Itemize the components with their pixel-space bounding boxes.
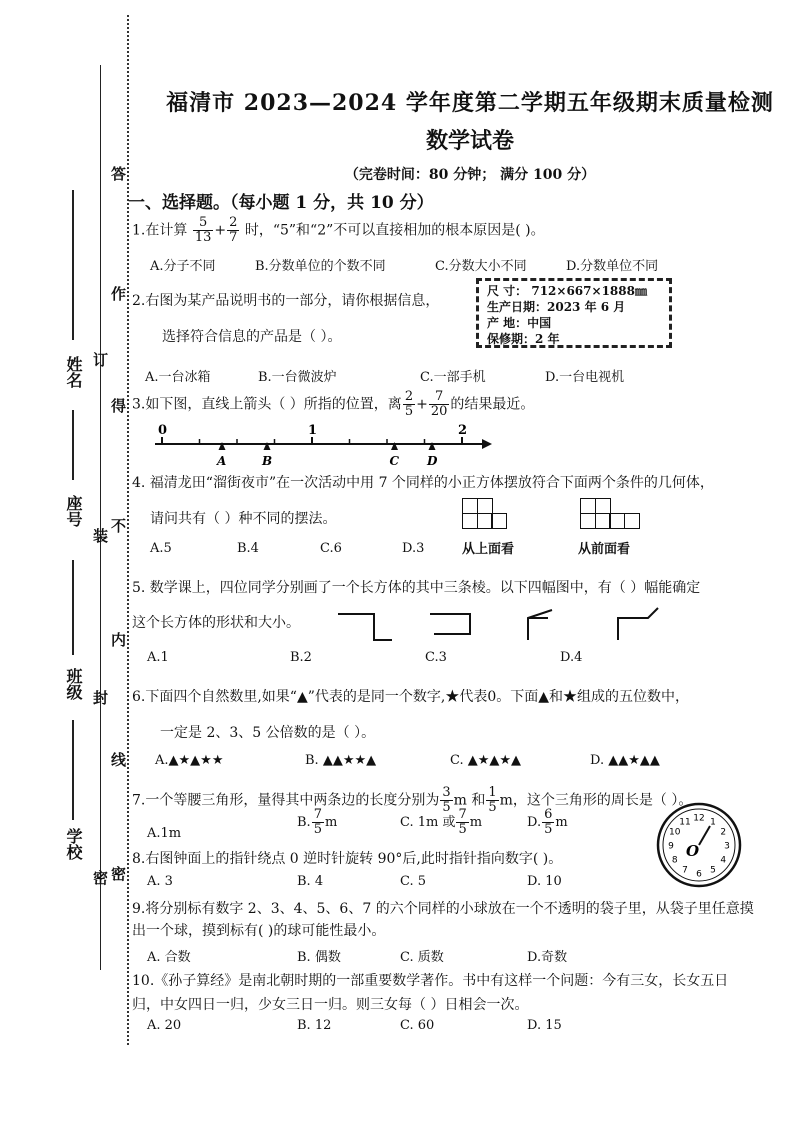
q6-option-d[interactable]: D. ▲▲★▲▲	[590, 753, 660, 768]
q9-line1: 9.将分别标有数字 2、3、4、5、6、7 的六个同样的小球放在一个不透明的袋子里，从袋子里任意摸	[132, 901, 754, 917]
clock-number: 5	[710, 865, 716, 876]
spec-origin: 产 地：中国	[487, 316, 552, 330]
number-line-tick-label: 0	[158, 423, 168, 438]
q8-option-d[interactable]: D. 10	[527, 874, 562, 889]
question-1: 1.在计算 $\frac{5}{13}$ + $\frac{2}{7}$ 时，“5”和“2”不可以直接相加的根本原因是( )。	[132, 215, 545, 245]
edge-figure-4	[618, 608, 658, 640]
q7-option-b[interactable]: B. $\frac{7}{5}$ m	[297, 807, 338, 837]
q2-option-c[interactable]: C.一部手机	[420, 370, 486, 385]
seal-word: 线	[109, 752, 127, 767]
q2-line1: 2.右图为某产品说明书的一部分，请你根据信息，	[132, 293, 440, 309]
number-line-tick-label: 1	[308, 423, 318, 438]
q6-option-c[interactable]: C. ▲★▲★▲	[450, 753, 522, 768]
q4-option-d[interactable]: D.3	[402, 541, 425, 556]
q4-line1: 4. 福清龙田“溜街夜市”在一次活动中用 7 个同样的小正方体摆放符合下面两个条件的几何体，	[132, 475, 714, 491]
q10-option-c[interactable]: C. 60	[400, 1018, 435, 1033]
q10-option-d[interactable]: D. 15	[527, 1018, 562, 1033]
q9-option-b[interactable]: B. 偶数	[297, 950, 341, 965]
q5-line2: 这个长方体的形状和大小。	[132, 615, 300, 631]
q7-option-a[interactable]: A.1m	[147, 826, 182, 841]
q9-line2: 出一个球，摸到标有( )的球可能性最小。	[132, 923, 386, 939]
fraction: $\frac{7}{20}$	[430, 389, 448, 419]
q4-line2: 请问共有（ ）种不同的摆法。	[150, 511, 337, 527]
clock-number: 7	[682, 865, 688, 876]
q8-line1: 8.右图钟面上的指针绕点 0 逆时针旋转 90°后,此时指针指向数字( )。	[132, 851, 563, 867]
q5-option-b[interactable]: B.2	[290, 650, 312, 665]
q8-option-c[interactable]: C. 5	[400, 874, 427, 889]
edge-figure-2	[430, 614, 470, 634]
q1-option-d[interactable]: D.分数单位不同	[566, 259, 659, 274]
q9-option-d[interactable]: D.奇数	[527, 950, 568, 965]
class-fill-line[interactable]	[72, 560, 74, 655]
number-line-point-label: A	[217, 454, 227, 468]
clock-number: 12	[693, 813, 705, 824]
seal-word: 内	[109, 632, 127, 647]
q3-text: 的结果最近。	[450, 396, 535, 413]
number-line-ticks	[158, 423, 467, 444]
number-line-arrowhead	[482, 439, 492, 449]
q4-option-c[interactable]: C.6	[320, 541, 342, 556]
clock-number: 10	[669, 827, 681, 838]
spec-size: 尺 寸： 712×667×1888㎜	[487, 284, 647, 298]
page-subtitle: 数学试卷	[425, 128, 514, 154]
clock-number: 11	[679, 817, 691, 828]
label-class: 班级	[64, 668, 83, 700]
fraction: $\frac{3}{5}$	[442, 785, 451, 815]
fraction: $\frac{2}{5}$	[404, 389, 414, 419]
top-view-caption: 从上面看	[462, 542, 515, 557]
q1-text: 时，“5”和“2”不可以直接相加的根本原因是( )。	[244, 222, 545, 239]
q5-option-c[interactable]: C.3	[425, 650, 447, 665]
seal-word: 装	[91, 528, 109, 543]
q7-option-c[interactable]: C. 1m 或 $\frac{7}{5}$ m	[400, 807, 483, 837]
seal-word: 封	[91, 690, 109, 705]
q10-line2: 归，中女四日一归，少女三日一归。则三女每（ ）日相会一次。	[132, 997, 529, 1013]
question-7: 7.一个等腰三角形，量得其中两条边的长度分别为 $\frac{3}{5}$ m 和 $\frac{1}{5}$ m，这个三角形的周长是（ ）。	[132, 785, 693, 815]
school-fill-line[interactable]	[72, 720, 74, 820]
q1-text: 1.在计算	[132, 222, 188, 239]
q4-option-b[interactable]: B.4	[237, 541, 259, 556]
q3-text: 3.如下图，直线上箭头（ ）所指的位置，离	[132, 396, 402, 413]
clock-center-label: O	[686, 842, 700, 860]
q1-option-a[interactable]: A.分子不同	[150, 259, 216, 274]
q6-option-a[interactable]: A.▲★▲★★	[155, 753, 224, 768]
number-line-points	[216, 442, 438, 468]
q6-line1: 6.下面四个自然数里,如果“▲”代表的是同一个数字,★代表0。下面▲和★组成的五位数中，	[132, 689, 690, 705]
number-line-point-label: B	[262, 454, 273, 468]
front-view-caption: 从前面看	[578, 542, 631, 557]
clock-number: 2	[720, 827, 727, 838]
q5-line1: 5. 数学课上，四位同学分别画了一个长方体的其中三条棱。以下四幅图中，有（ ）幅能确定	[132, 580, 701, 596]
seal-word: 订	[91, 352, 109, 367]
q5-option-a[interactable]: A.1	[147, 650, 169, 665]
label-name: 姓名	[64, 356, 83, 388]
q7-text: m，这个三角形的周长是（ ）。	[499, 792, 693, 809]
fraction: $\frac{5}{13}$	[194, 215, 212, 245]
q2-option-d[interactable]: D.一台电视机	[545, 370, 625, 385]
clock-hand	[699, 826, 710, 845]
page-title: 福清市 2023—2024 学年度第二学期五年级期末质量检测	[166, 90, 774, 116]
clock-number: 6	[696, 869, 702, 880]
clock-number: 9	[668, 841, 674, 852]
q1-option-b[interactable]: B.分数单位的个数不同	[255, 259, 386, 274]
q9-option-c[interactable]: C. 质数	[400, 950, 444, 965]
clock-number: 8	[671, 855, 678, 866]
edge-figure-1	[338, 614, 392, 640]
spec-date: 生产日期：2023 年 6 月	[487, 300, 626, 314]
q9-option-a[interactable]: A. 合数	[147, 950, 191, 965]
q4-option-a[interactable]: A.5	[150, 541, 172, 556]
q6-line2: 一定是 2、3、5 公倍数的是（ ）。	[160, 725, 376, 741]
name-fill-line[interactable]	[72, 190, 74, 340]
seat-fill-line[interactable]	[72, 410, 74, 480]
q1-option-c[interactable]: C.分数大小不同	[435, 259, 527, 274]
seal-word: 得	[109, 398, 127, 413]
edge-figure-3	[528, 610, 552, 640]
q5-option-d[interactable]: D.4	[560, 650, 583, 665]
q6-option-b[interactable]: B. ▲▲★★▲	[305, 753, 377, 768]
number-line-point-label: D	[427, 454, 438, 468]
number-line	[150, 420, 500, 470]
seal-word: 密	[91, 870, 109, 885]
q10-option-a[interactable]: A. 20	[147, 1018, 182, 1033]
seal-word: 密	[109, 866, 127, 881]
number-line-tick-label: 2	[458, 423, 468, 438]
question-3: 3.如下图，直线上箭头（ ）所指的位置，离 $\frac{2}{5}$ + $\frac{7}{20}$ 的结果最近。	[132, 389, 535, 419]
fraction: $\frac{2}{7}$	[229, 215, 238, 245]
spec-warranty: 保修期：2 年	[487, 332, 560, 346]
q2-option-a[interactable]: A.一台冰箱	[145, 370, 211, 385]
q7-text: 7.一个等腰三角形，量得其中两条边的长度分别为	[132, 792, 440, 809]
seal-word: 作	[109, 286, 127, 301]
q8-option-a[interactable]: A. 3	[147, 874, 173, 889]
clock-number: 4	[720, 855, 727, 866]
number-line-point-label: C	[389, 454, 400, 468]
clock-number: 1	[710, 817, 716, 828]
exam-meta: （完卷时间：80 分钟； 满分 100 分）	[344, 167, 596, 183]
label-seat: 座号	[64, 495, 83, 527]
q2-option-b[interactable]: B.一台微波炉	[258, 370, 337, 385]
seal-word: 不	[109, 518, 127, 533]
label-school: 学校	[64, 828, 83, 860]
q8-option-b[interactable]: B. 4	[297, 874, 324, 889]
q7-option-d[interactable]: D. $\frac{6}{5}$ m	[527, 807, 568, 837]
q2-line2: 选择符合信息的产品是（ ）。	[162, 329, 342, 345]
section-title: 一、选择题。（每小题 1 分，共 10 分）	[128, 193, 434, 213]
fraction: $\frac{1}{5}$	[488, 785, 497, 815]
product-spec-box	[476, 278, 672, 348]
q10-option-b[interactable]: B. 12	[297, 1018, 332, 1033]
clock-number: 3	[724, 841, 730, 852]
clock-face	[654, 800, 744, 890]
q10-line1: 10.《孙子算经》是南北朝时期的一部重要数学著作。书中有这样一个问题：今有三女，长女五日	[132, 973, 729, 989]
edge-figures	[330, 606, 670, 646]
seal-word: 答	[109, 166, 127, 181]
gutter-solid-line	[100, 65, 101, 970]
